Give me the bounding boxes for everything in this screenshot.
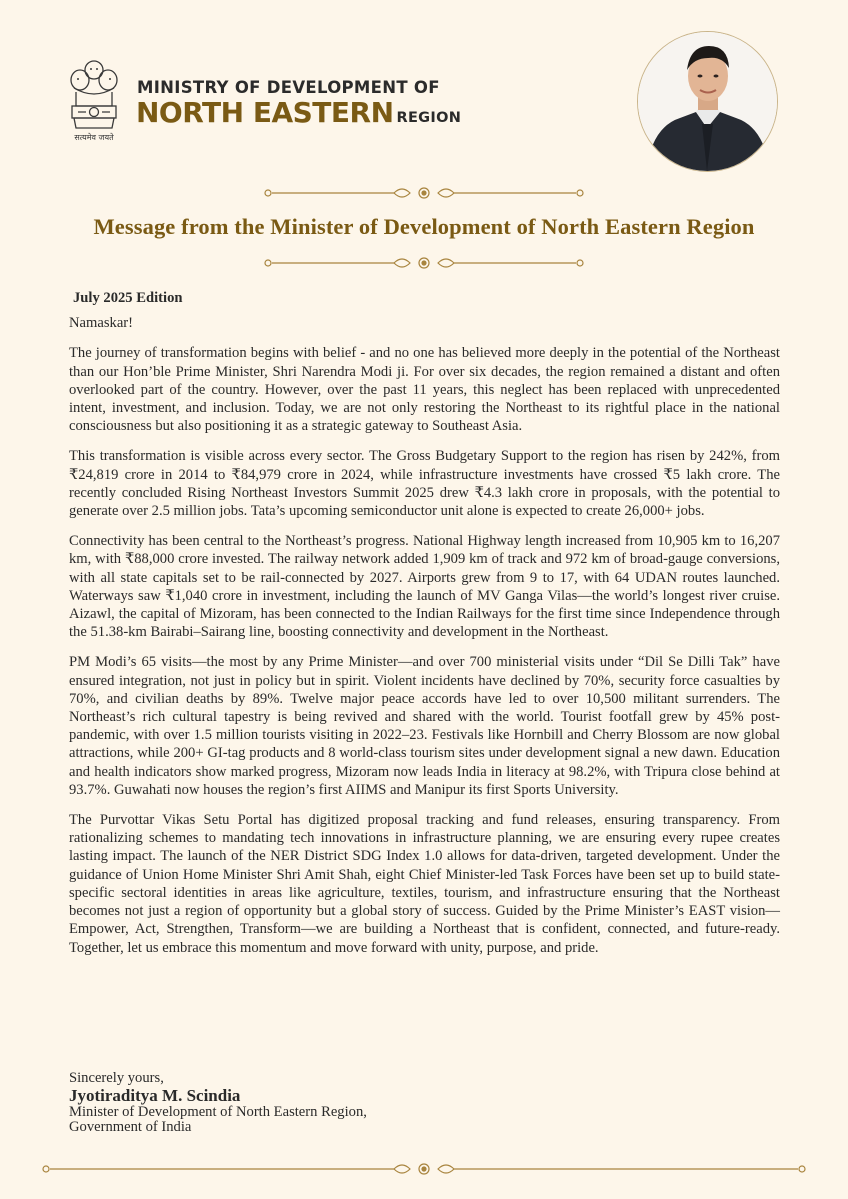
designation: Minister of Development of North Eastern Region, [69, 1103, 367, 1120]
edition-label: July 2025 Edition [73, 290, 183, 306]
signature-block [69, 1071, 367, 1136]
ministry-name-line1: MINISTRY OF DEVELOPMENT OF [137, 78, 440, 97]
paragraph: The Purvottar Vikas Setu Portal has digitized proposal tracking and fund releases, ensuring transparency. From rationalizing schemes to mandating tech innovations in infrastructure planning, we are ensuring every rupee creates lasting impact. The launch of the NER District SDG Index 1.0 allows for data-driven, targeted development. Under the guidance of Union Home Minister Shri Amit Shah, eight Chief Minister-led Task Forces have been set up to build state-specific sectoral identities in areas like agriculture, textiles, tourism, and infrastructure ensuring that the Northeast becomes not just a region of opportunity but a global story of success. Guided by the Prime Minister’s EAST vision—Empower, Act, Strengthen, Transform—we are building a Northeast that is confident, connected, and future-ready. Together, let us embrace this momentum and move forward with unity, purpose, and pride. [69, 812, 780, 956]
message-body [69, 289, 780, 969]
minister-portrait [637, 31, 778, 172]
ornament-divider-icon [0, 184, 848, 202]
ministry-name-suffix: REGION [396, 110, 462, 126]
ornament-divider-icon [0, 254, 848, 272]
signatory-name: Jyotiraditya M. Scindia [69, 1085, 241, 1105]
page-title: Message from the Minister of Development of North Eastern Region [93, 214, 755, 239]
ministry-name-line2 [136, 96, 461, 129]
paragraph: PM Modi’s 65 visits—the most by any Prime Minister—and over 700 ministerial visits under “Dil Se Dilli Tak” have ensured integration, not just in policy but in spirit. Violent incidents have declined by 70%, security force casualties by 70%, and civilian deaths by 89%. Twelve major peace accords have led to over 10,500 militant surrenders. The Northeast’s rich cultural tapestry is being revived and shared with the world. Tourist footfall grew by 45% post-pandemic, with over 1.5 million tourists visiting in 2022–23. Festivals like Hornbill and Cherry Blossom are now global attractions, while 200+ GI-tag products and 8 world-class tourism sites under development signal a new dawn. Education and health indicators show marked progress, Mizoram now leads India in literacy at 98.2%, with Tripura close behind at 93.7%. Guwahati now houses the region’s first AIIMS and Manipur its first Sports University. [69, 654, 780, 798]
ministry-name-main: NORTH EASTERN [136, 96, 394, 129]
closing: Sincerely yours, [69, 1070, 164, 1086]
paragraph: The journey of transformation begins with belief - and no one has believed more deeply in the potential of the Northeast than our Hon’ble Prime Minister, Shri Narendra Modi ji. For over six decades, the region remained a distant and often overlooked part of the country. However, over the past 11 years, this neglect has been replaced with unprecedented intent, investment, and inclusion. Today, we are not only restoring the Northeast to its rightful place in the national consciousness but also positioning it as a strategic gateway to Southeast Asia. [69, 345, 780, 435]
emblem-motto: सत्यमेव जयते [74, 133, 114, 142]
paragraph: This transformation is visible across every sector. The Gross Budgetary Support to the region has risen by 242%, from ₹24,819 crore in 2014 to ₹84,979 crore in 2024, while infrastructure investments have crossed ₹5 lakh crore. The recently concluded Rising Northeast Investors Summit 2025 drew ₹4.3 lakh crore in proposals, with the potential to generate over 2.5 million jobs. Tata’s upcoming semiconductor unit alone is expected to create 26,000+ jobs. [69, 448, 780, 520]
header [0, 0, 848, 180]
greeting: Namaskar! [69, 315, 134, 332]
designation: Government of India [69, 1119, 192, 1135]
paragraph: Connectivity has been central to the Northeast’s progress. National Highway length increased from 10,905 km to 16,207 km, with ₹88,000 crore invested. The railway network added 1,909 km of track and 972 km of broad-gauge conversions, with all state capitals set to be rail-connected by 2027. Airports grew from 9 to 17, with 64 UDAN routes launched. Waterways saw ₹1,040 crore in investment, including the launch of MV Ganga Vilas—the world’s longest river cruise. Aizawl, the capital of Mizoram, has been connected to the Indian Railways for the first time since Independence through the 51.38-km Bairabi–Sairang line, boosting connectivity and development in the Northeast. [69, 533, 780, 641]
portrait-image [638, 32, 777, 171]
ornament-divider-icon [0, 1160, 848, 1178]
